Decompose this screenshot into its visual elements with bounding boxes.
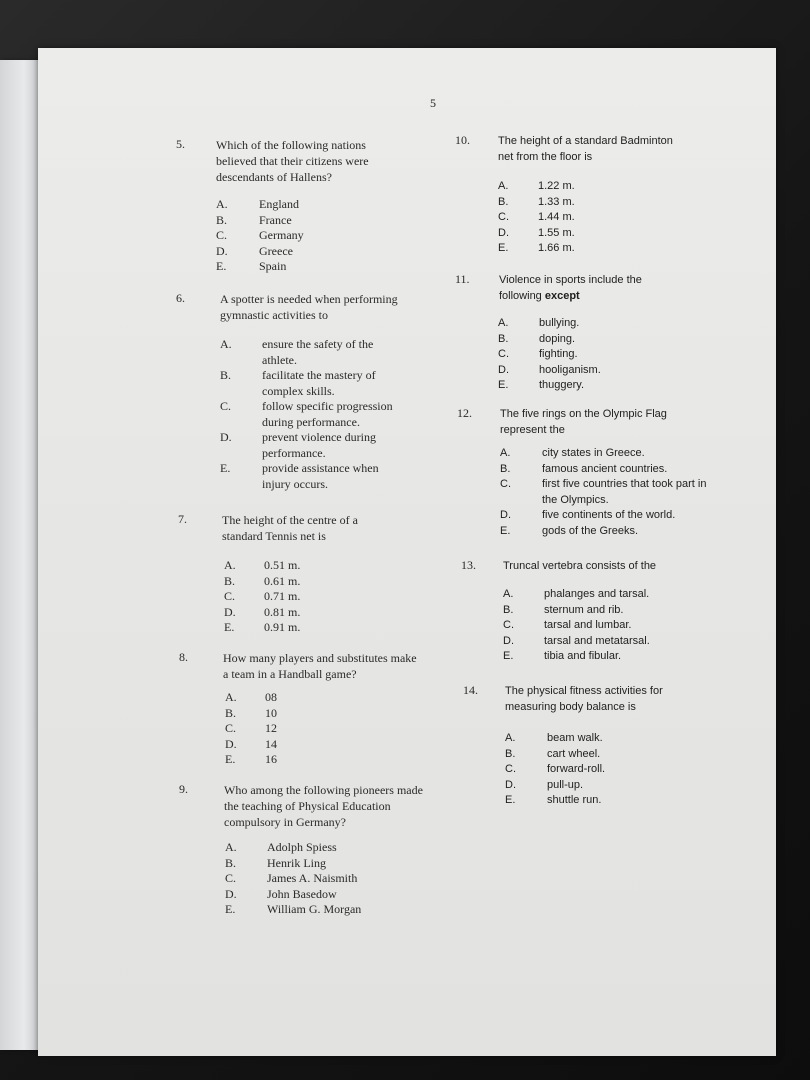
option-a[interactable]: A. phalanges and tarsal.: [503, 588, 650, 600]
question-number: 11.: [455, 272, 470, 286]
question-number: 13.: [461, 558, 476, 572]
option-a[interactable]: A. ensure the safety of the athlete.: [220, 337, 374, 367]
option-c[interactable]: C. first five countries that took part in the Olympics.: [500, 478, 707, 506]
option-e[interactable]: E. thuggery.: [498, 379, 585, 391]
question-stem: How many players and substitutes make a team in a Handball game?: [223, 651, 417, 681]
answer-options: [500, 446, 715, 539]
question-stem: The height of the centre of a standard Tennis net is: [222, 513, 358, 543]
question-number: 5.: [176, 137, 185, 151]
option-e[interactable]: E. 16: [225, 752, 277, 766]
question-number: 6.: [176, 291, 185, 305]
option-d[interactable]: D. five continents of the world.: [500, 509, 676, 521]
option-c[interactable]: C. tarsal and lumbar.: [503, 619, 632, 631]
question-number: 9.: [179, 782, 188, 796]
question-stem: Truncal vertebra consists of the: [503, 560, 657, 572]
option-a[interactable]: A. 08: [225, 690, 277, 704]
answer-options: [216, 197, 416, 275]
option-c[interactable]: C. 12: [225, 721, 277, 735]
option-b[interactable]: B. cart wheel.: [505, 747, 601, 760]
option-e[interactable]: E. gods of the Greeks.: [500, 524, 638, 537]
option-b[interactable]: B. sternum and rib.: [503, 603, 624, 616]
option-c[interactable]: C. James A. Naismith: [225, 871, 358, 885]
option-c[interactable]: C. Germany: [216, 228, 304, 242]
question-stem: The height of a standard Badminton net from the floor is: [498, 135, 673, 163]
option-e[interactable]: E. Spain: [216, 259, 287, 273]
answer-options: [225, 690, 345, 768]
option-b[interactable]: B. 1.33 m.: [498, 195, 575, 208]
question-stem: Which of the following nations believed that their citizens were descendants of Hallens?: [216, 138, 369, 184]
option-d[interactable]: D. Greece: [216, 243, 293, 258]
question-number: 12.: [457, 406, 472, 420]
option-a[interactable]: A. England: [216, 197, 299, 211]
option-a[interactable]: A. beam walk.: [505, 732, 603, 744]
question-number: 10.: [455, 133, 470, 147]
question-stem: The five rings on the Olympic Flag represent the: [500, 408, 667, 436]
option-c[interactable]: C. 1.44 m.: [498, 211, 575, 223]
answer-options: [224, 558, 374, 636]
question-stem: Who among the following pioneers made the teaching of Physical Education compulsory in Germany?: [224, 783, 423, 829]
option-e[interactable]: E. provide assistance when injury occurs.: [220, 461, 379, 491]
option-c[interactable]: C. forward-roll.: [505, 763, 606, 775]
answer-options: [220, 337, 410, 492]
option-b[interactable]: B. doping.: [498, 332, 576, 345]
option-c[interactable]: C. follow specific progression during performance.: [220, 399, 393, 429]
answer-options: [498, 316, 658, 394]
option-a[interactable]: A. Adolph Spiess: [225, 840, 337, 854]
option-a[interactable]: A. 0.51 m.: [224, 558, 301, 572]
option-e[interactable]: E. 1.66 m.: [498, 242, 575, 254]
option-a[interactable]: A. city states in Greece.: [500, 447, 645, 459]
answer-options: [225, 840, 405, 918]
question-stem: A spotter is needed when performing gymnastic activities to: [220, 292, 398, 322]
option-a[interactable]: A. bullying.: [498, 317, 580, 329]
option-b[interactable]: B. famous ancient countries.: [500, 462, 668, 475]
option-d[interactable]: D. 0.81 m.: [224, 604, 301, 619]
question-number: 7.: [178, 512, 187, 526]
option-d[interactable]: D. hooliganism.: [498, 363, 601, 376]
page-number: 5: [430, 96, 436, 110]
question-stem: The physical fitness activities for measuring body balance is: [505, 685, 663, 713]
question-stem: Violence in sports include the following except: [499, 274, 642, 302]
option-d[interactable]: D. tarsal and metatarsal.: [503, 634, 650, 647]
option-e[interactable]: E. shuttle run.: [505, 794, 602, 806]
option-b[interactable]: B. facilitate the mastery of complex skills.: [220, 368, 376, 398]
option-e[interactable]: E. William G. Morgan: [225, 902, 362, 916]
option-e[interactable]: E. tibia and fibular.: [503, 650, 622, 662]
option-b[interactable]: B. Henrik Ling: [225, 855, 326, 870]
question-number: 8.: [179, 650, 188, 664]
question-number: 14.: [463, 683, 478, 697]
option-e[interactable]: E. 0.91 m.: [224, 620, 301, 634]
answer-options: [505, 731, 665, 809]
option-d[interactable]: D. 14: [225, 736, 277, 751]
option-c[interactable]: C. 0.71 m.: [224, 589, 301, 603]
option-d[interactable]: D. John Basedow: [225, 886, 337, 901]
option-b[interactable]: B. 0.61 m.: [224, 573, 301, 588]
option-d[interactable]: D. 1.55 m.: [498, 226, 575, 239]
option-a[interactable]: A. 1.22 m.: [498, 180, 575, 192]
previous-page-edge: [0, 60, 40, 1050]
option-c[interactable]: C. fighting.: [498, 348, 578, 360]
option-b[interactable]: B. France: [216, 212, 292, 227]
option-d[interactable]: D. prevent violence during performance.: [220, 430, 376, 460]
answer-options: [503, 587, 703, 665]
option-d[interactable]: D. pull-up.: [505, 778, 584, 791]
option-b[interactable]: B. 10: [225, 705, 277, 720]
stem-emphasis: except: [544, 290, 580, 302]
answer-options: [498, 179, 648, 257]
